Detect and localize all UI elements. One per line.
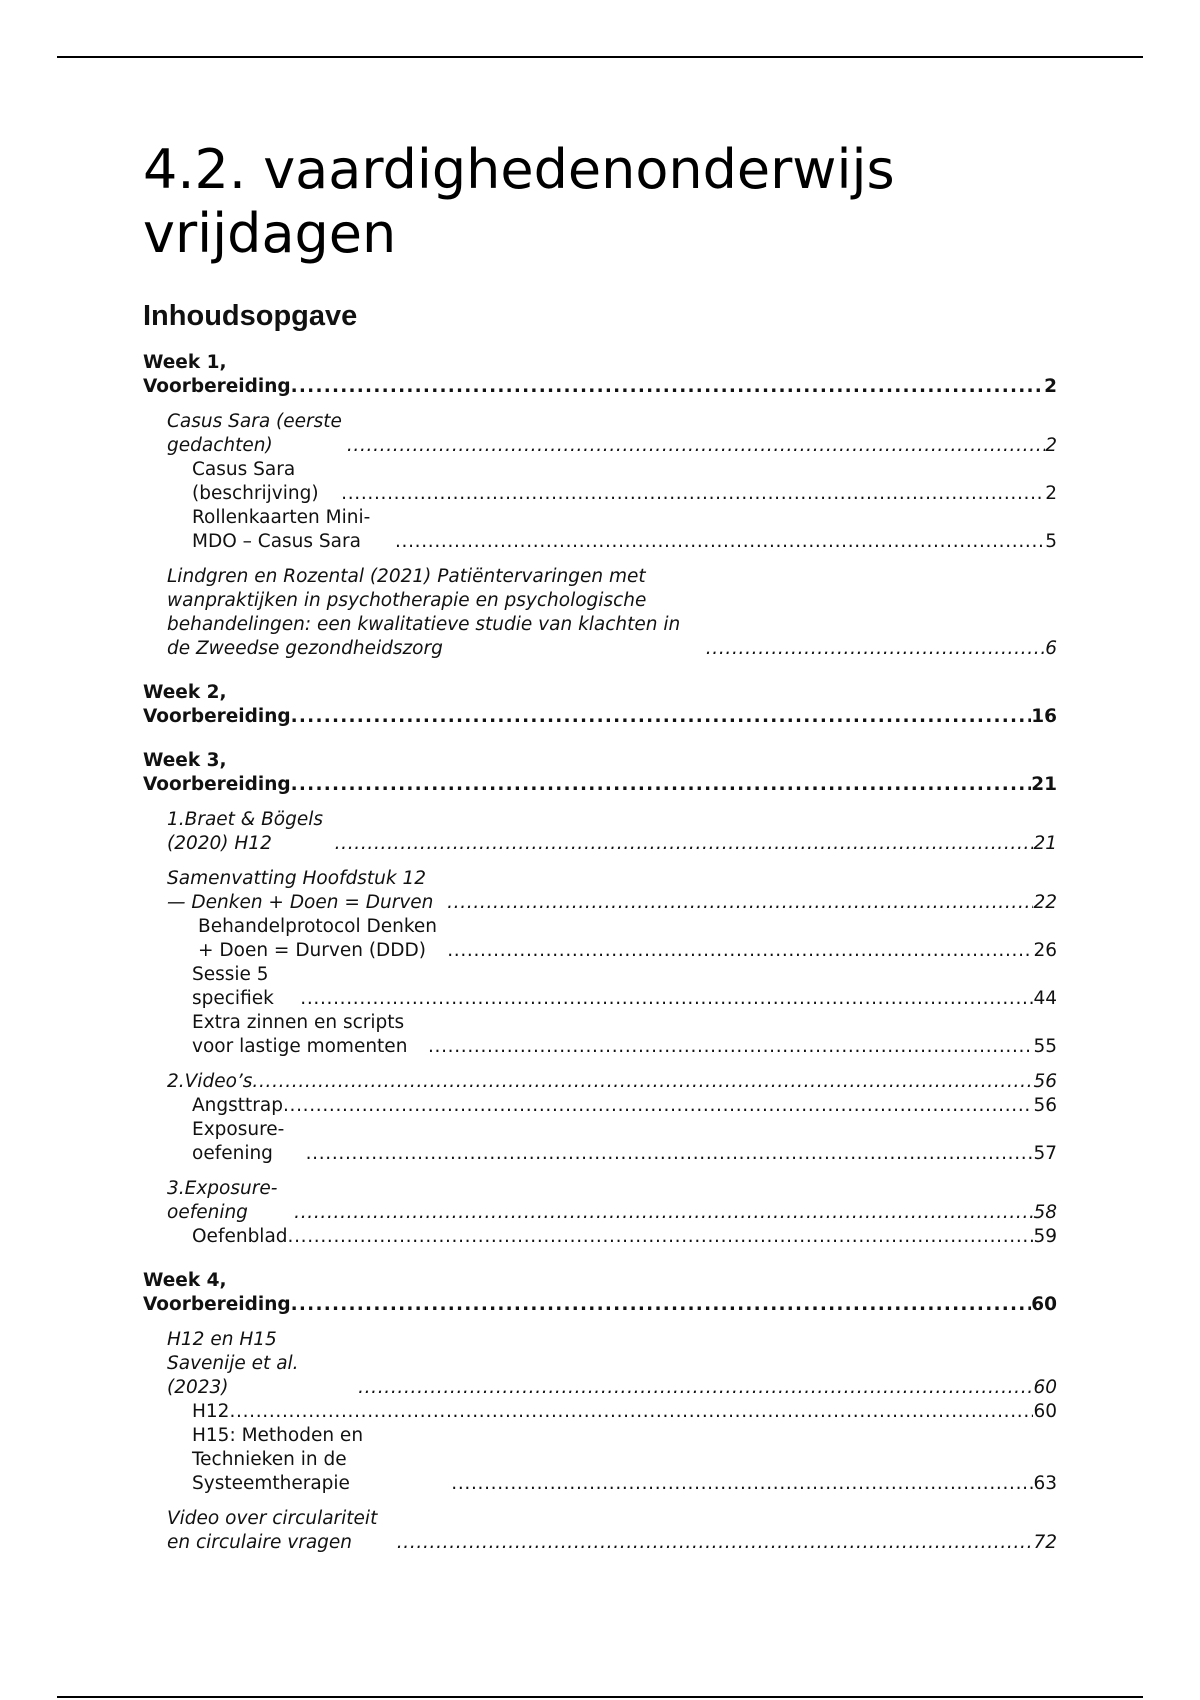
toc-entry-behandelprotocol[interactable]: [143, 915, 1057, 963]
toc-entry-h12[interactable]: [143, 1400, 1057, 1424]
toc-page-number: 2: [1044, 376, 1057, 397]
toc-entry-week-1[interactable]: [143, 351, 1057, 399]
toc-page-number: 16: [1031, 706, 1057, 727]
toc-entry-video-circulariteit[interactable]: [143, 1507, 1057, 1555]
toc-entry-text: H15: Methoden en Technieken in de Systeemtherapie: [192, 1425, 364, 1494]
dot-leader: [347, 434, 1045, 458]
toc-entry-text: 3.Exposure-oefening: [167, 1178, 278, 1223]
toc-entry-text: Week 4, Voorbereiding: [143, 1270, 291, 1315]
toc-entry-week-2[interactable]: [143, 681, 1057, 729]
toc-page-number: 22: [1033, 892, 1057, 913]
toc-page-number: 72: [1033, 1532, 1057, 1553]
toc-page-number: 6: [1045, 638, 1057, 659]
dot-leader: [291, 1293, 1032, 1317]
toc-entry-text: Week 1, Voorbereiding: [143, 352, 291, 397]
dot-leader: [447, 891, 1033, 915]
bottom-rule: [57, 1696, 1143, 1698]
toc-entry-text: Angsttrap: [192, 1095, 283, 1116]
toc-page-number: 63: [1033, 1473, 1057, 1494]
toc-page-number: 56: [1033, 1095, 1057, 1116]
toc-entry-text: Exposure-oefening: [192, 1119, 285, 1164]
dot-leader: [447, 939, 1033, 963]
toc-entry-text: H12: [192, 1401, 230, 1422]
toc-entry-text: Casus Sara (beschrijving): [192, 459, 319, 504]
dot-leader: [397, 1531, 1034, 1555]
toc-page-number: 58: [1033, 1202, 1057, 1223]
toc-page-number: 60: [1033, 1401, 1057, 1422]
toc-entry-text: Week 3, Voorbereiding: [143, 750, 291, 795]
toc-entry-text: Extra zinnen en scripts voor lastige momenten: [192, 1012, 408, 1057]
toc-page-number: 21: [1031, 774, 1057, 795]
toc-entry-text: Sessie 5 specifiek: [192, 964, 274, 1009]
toc-entry-text: 1.Braet & Bögels (2020) H12: [167, 809, 324, 854]
toc-entry-oefenblad[interactable]: [143, 1225, 1057, 1249]
toc-page-number: 21: [1033, 833, 1057, 854]
toc-entry-text: H12 en H15 Savenije et al. (2023): [167, 1329, 299, 1398]
toc-entry-text: Oefenblad: [192, 1226, 288, 1247]
toc-entry-text: Samenvatting Hoofdstuk 12 — Denken + Doen = Durven: [167, 868, 434, 913]
toc-entry-savenije[interactable]: [143, 1328, 1057, 1400]
toc-page-number: 2: [1045, 483, 1057, 504]
dot-leader: [288, 1225, 1034, 1249]
toc-entry-text: Rollenkaarten Mini-MDO – Casus Sara: [192, 507, 371, 552]
toc-entry-videos[interactable]: [143, 1070, 1057, 1094]
toc-page-number: 5: [1045, 531, 1057, 552]
toc-page-number: 59: [1033, 1226, 1057, 1247]
dot-leader: [451, 1472, 1033, 1496]
dot-leader: [300, 987, 1033, 1011]
toc-heading: Inhoudsopgave: [143, 300, 358, 332]
dot-leader: [306, 1142, 1034, 1166]
toc-entry-rollenkaarten[interactable]: [143, 506, 1057, 554]
toc-page-number: 55: [1033, 1036, 1057, 1057]
toc-entry-samenvatting-h12[interactable]: [143, 867, 1057, 915]
page-content: [143, 138, 1057, 1555]
dot-leader: [358, 1376, 1033, 1400]
toc-entry-text: Behandelprotocol Denken + Doen = Durven (DDD): [198, 916, 437, 961]
toc-entry-text: Casus Sara (eerste gedachten): [167, 411, 342, 456]
dot-leader: [229, 1400, 1033, 1424]
toc-entry-text: Video over circulariteit en circulaire vragen: [167, 1508, 378, 1553]
dot-leader: [341, 482, 1045, 506]
dot-leader: [252, 1070, 1033, 1094]
dot-leader: [291, 705, 1032, 729]
toc-entry-text: Lindgren en Rozental (2021) Patiëntervaringen met wanpraktijken in psychotherapie en psychologische behandelingen: een kwalitatieve studie van klachten in de Zweedse gezondheidszorg: [167, 566, 681, 659]
toc-entry-casus-sara-eerste-gedachten[interactable]: [143, 410, 1057, 458]
toc-page-number: 60: [1031, 1294, 1057, 1315]
toc-entry-week-3[interactable]: [143, 749, 1057, 797]
toc-entry-sessie-5[interactable]: [143, 963, 1057, 1011]
dot-leader: [395, 530, 1045, 554]
toc-entry-text: 2.Video’s: [167, 1071, 253, 1092]
table-of-contents: [143, 351, 1057, 1555]
dot-leader: [283, 1094, 1033, 1118]
toc-entry-text: Week 2, Voorbereiding: [143, 682, 291, 727]
toc-entry-extra-zinnen[interactable]: [143, 1011, 1057, 1059]
toc-entry-exposure-oefening[interactable]: [143, 1177, 1057, 1225]
toc-entry-week-4[interactable]: [143, 1269, 1057, 1317]
dot-leader: [706, 637, 1046, 661]
dot-leader: [335, 832, 1034, 856]
toc-entry-exposure-oefening-video[interactable]: [143, 1118, 1057, 1166]
toc-page-number: 2: [1045, 435, 1057, 456]
toc-entry-casus-sara-beschrijving[interactable]: [143, 458, 1057, 506]
toc-page-number: 56: [1033, 1071, 1057, 1092]
top-rule: [57, 56, 1143, 58]
toc-page-number: 26: [1033, 940, 1057, 961]
toc-page-number: 60: [1033, 1377, 1057, 1398]
document-title: 4.2. vaardighedenonderwijs vrijdagen: [143, 138, 895, 265]
toc-entry-angsttrap[interactable]: [143, 1094, 1057, 1118]
dot-leader: [291, 773, 1032, 797]
toc-page-number: 57: [1033, 1143, 1057, 1164]
dot-leader: [294, 1201, 1033, 1225]
dot-leader: [291, 375, 1044, 399]
toc-entry-lindgren-rozental[interactable]: [143, 565, 1057, 661]
toc-entry-h15[interactable]: [143, 1424, 1057, 1496]
toc-entry-braet-bogels[interactable]: [143, 808, 1057, 856]
toc-page-number: 44: [1033, 988, 1057, 1009]
dot-leader: [428, 1035, 1033, 1059]
